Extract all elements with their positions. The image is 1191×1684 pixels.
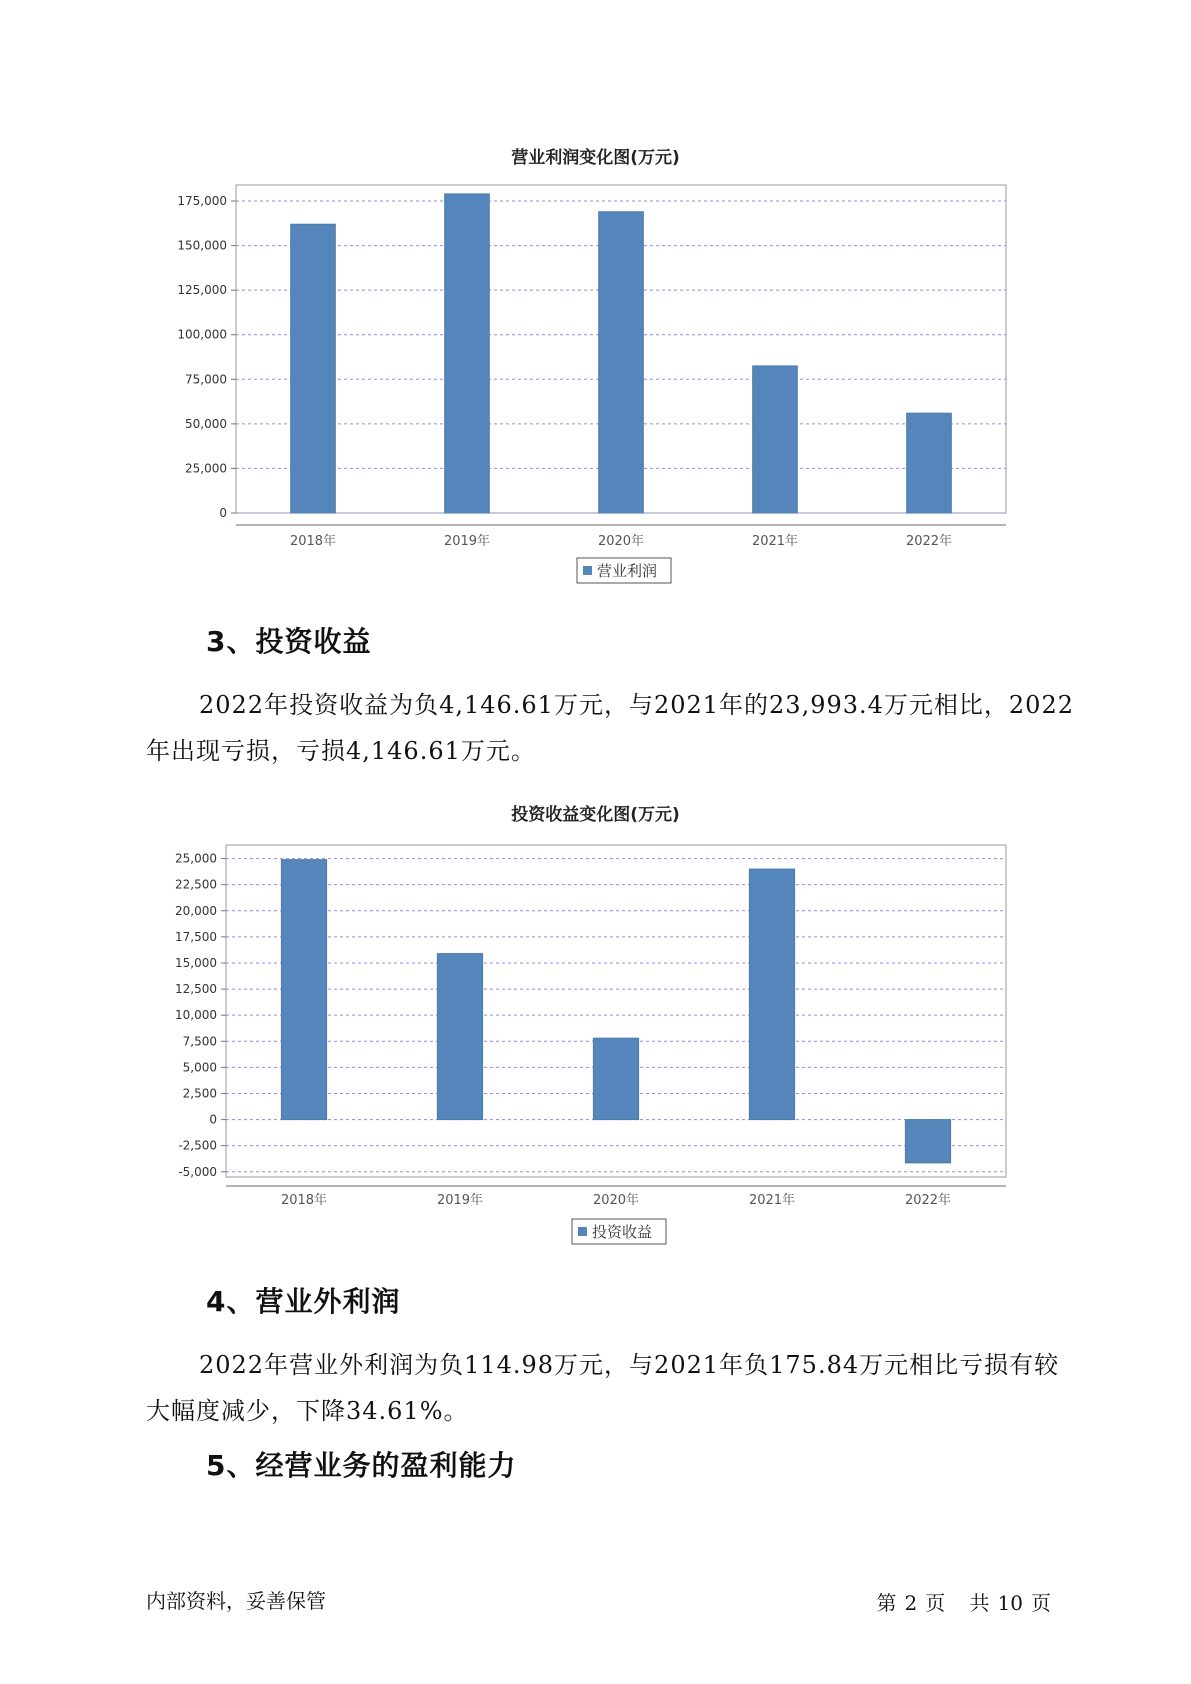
y-tick-label: 25,000	[185, 461, 227, 476]
total-pages: 10	[997, 1591, 1023, 1615]
x-tick-label: 2018年	[289, 534, 337, 549]
total-prefix: 共	[969, 1591, 990, 1615]
total-unit: 页	[1031, 1591, 1051, 1615]
bar-2018年	[281, 860, 326, 1120]
footer-page-info	[872, 1587, 1055, 1616]
y-tick-label: 50,000	[185, 416, 227, 431]
x-tick-label: 2019年	[436, 1193, 484, 1208]
page-number: 2	[904, 1591, 918, 1615]
x-tick-label: 2018年	[280, 1193, 328, 1208]
y-tick-label: 100,000	[177, 327, 227, 342]
section-3-heading: 3、投资收益	[206, 625, 372, 658]
legend-label: 营业利润	[597, 562, 658, 580]
y-tick-label: 175,000	[177, 194, 227, 209]
bar-2022年	[907, 413, 952, 513]
bar-2019年	[437, 954, 482, 1120]
y-tick-label: 7,500	[182, 1034, 217, 1049]
bar-2019年	[445, 194, 490, 513]
x-tick-label: 2022年	[905, 534, 953, 549]
y-tick-label: 75,000	[185, 372, 227, 387]
y-tick-label: 150,000	[177, 238, 227, 253]
section-5-heading: 5、经营业务的盈利能力	[206, 1449, 517, 1482]
bar-2021年	[753, 366, 798, 513]
bar-2021年	[749, 869, 794, 1119]
section-4-heading: 4、营业外利润	[206, 1285, 401, 1318]
page-unit: 页	[925, 1591, 946, 1615]
bar-2020年	[593, 1038, 638, 1119]
y-tick-label: -2,500	[178, 1138, 217, 1153]
y-tick-label: 17,500	[175, 929, 217, 944]
plot-area	[226, 845, 1006, 1177]
footer-confidential-note: 内部资料，妥善保管	[146, 1589, 326, 1613]
x-tick-label: 2022年	[904, 1193, 952, 1208]
x-tick-label: 2021年	[751, 534, 799, 549]
y-tick-label: 20,000	[175, 903, 217, 918]
investment-income-chart	[0, 830, 1191, 1260]
y-tick-label: 125,000	[177, 283, 227, 298]
bar-2018年	[291, 224, 336, 513]
y-tick-label: 0	[219, 506, 227, 520]
y-tick-label: -5,000	[178, 1164, 217, 1179]
bar-2022年	[905, 1120, 950, 1163]
page-prefix: 第	[876, 1591, 897, 1615]
y-tick-label: 22,500	[175, 877, 217, 892]
chart-2-title: 投资收益变化图(万元)	[511, 805, 680, 825]
y-tick-label: 5,000	[182, 1060, 217, 1075]
x-tick-label: 2021年	[748, 1193, 796, 1208]
y-tick-label: 0	[209, 1112, 217, 1127]
legend-swatch	[578, 1227, 587, 1236]
operating-profit-chart	[0, 170, 1191, 610]
x-tick-label: 2020年	[597, 534, 645, 549]
section-4-paragraph: 2022年营业外利润为负114.98万元，与2021年负175.84万元相比亏损有较大幅度减少，下降34.61%。	[146, 1351, 1060, 1425]
chart-1-title: 营业利润变化图(万元)	[511, 148, 680, 168]
y-tick-label: 15,000	[175, 955, 217, 970]
legend-label: 投资收益	[592, 1223, 653, 1241]
y-tick-label: 12,500	[175, 982, 217, 997]
y-tick-label: 2,500	[182, 1086, 217, 1101]
y-tick-label: 10,000	[175, 1008, 217, 1023]
x-tick-label: 2019年	[443, 534, 491, 549]
bar-2020年	[599, 212, 644, 513]
section-3-paragraph: 2022年投资收益为负4,146.61万元，与2021年的23,993.4万元相比，2022年出现亏损，亏损4,146.61万元。	[146, 691, 1074, 765]
y-tick-label: 25,000	[175, 851, 217, 866]
x-tick-label: 2020年	[592, 1193, 640, 1208]
legend-swatch	[583, 566, 592, 575]
